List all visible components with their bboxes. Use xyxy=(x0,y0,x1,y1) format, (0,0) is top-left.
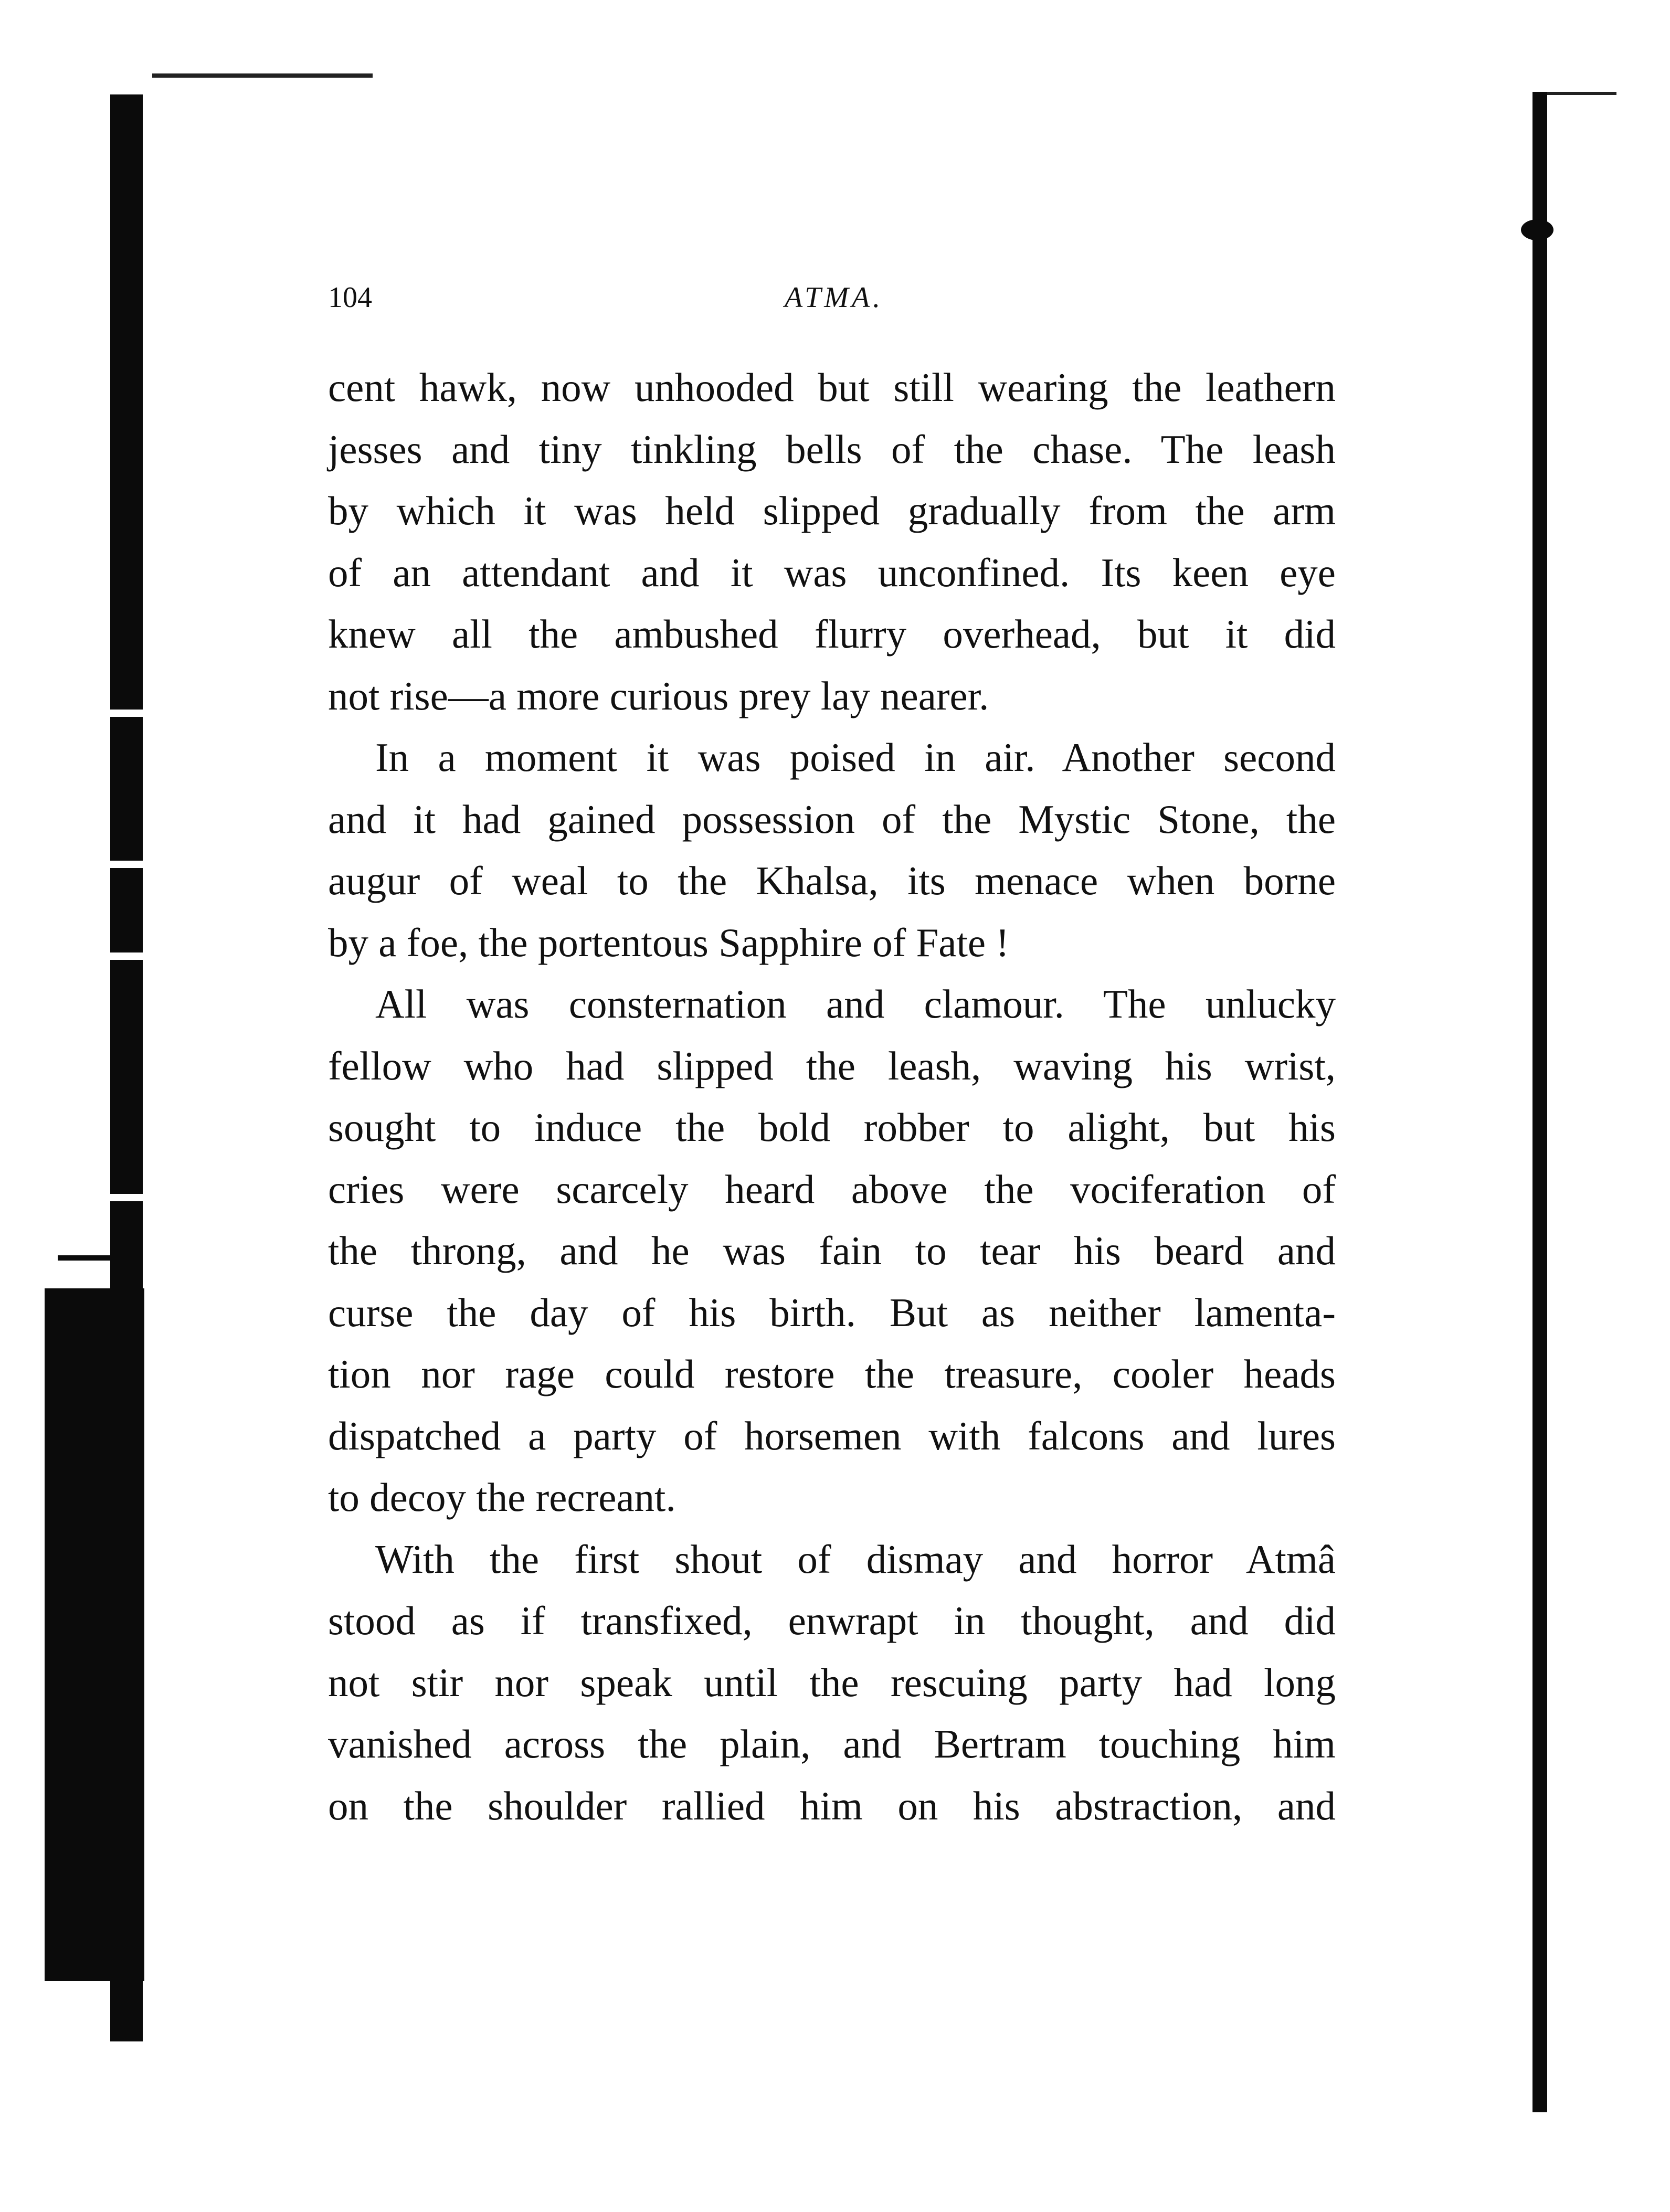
scan-gap xyxy=(105,710,147,717)
text-line: jesses and tiny tinkling bells of the chase. The leash xyxy=(328,426,1336,472)
text-line: tion nor rage could restore the treasure, cooler heads xyxy=(328,1351,1336,1396)
text-line: stood as if transfixed, enwrapt in thought, and did xyxy=(328,1598,1336,1643)
running-title: ATMA. xyxy=(785,281,884,314)
text-line: cent hawk, now unhooded but still wearing the leathern xyxy=(328,365,1336,410)
scan-gap xyxy=(105,861,147,868)
scan-binding-shadow-lower xyxy=(45,1288,144,1981)
text-line: by which it was held slipped gradually from the arm xyxy=(328,488,1336,533)
text-line: cries were scarcely heard above the vociferation of xyxy=(328,1166,1336,1212)
scan-mark xyxy=(58,1255,115,1261)
page-header xyxy=(328,276,1333,323)
scan-edge-top xyxy=(152,73,373,78)
text-line: vanished across the plain, and Bertram touching him xyxy=(328,1721,1336,1766)
text-line: dispatched a party of horsemen with falcons and lures xyxy=(328,1413,1336,1458)
text-line: by a foe, the portentous Sapphire of Fate ! xyxy=(328,919,1009,965)
text-line: In a moment it was poised in air. Another second xyxy=(375,735,1336,780)
scan-gap xyxy=(105,1194,147,1201)
text-line: the throng, and he was fain to tear his beard and xyxy=(328,1228,1336,1273)
text-line: fellow who had slipped the leash, waving his wrist, xyxy=(328,1043,1336,1088)
scan-edge-right-top xyxy=(1538,92,1616,95)
body-text xyxy=(328,357,1336,1837)
scan-edge-right xyxy=(1532,92,1547,2112)
text-line: With the first shout of dismay and horror Atmâ xyxy=(375,1536,1336,1582)
text-line: curse the day of his birth. But as neither lamenta- xyxy=(328,1289,1336,1335)
text-line: not stir nor speak until the rescuing party had long xyxy=(328,1659,1336,1705)
text-line: knew all the ambushed flurry overhead, but it did xyxy=(328,611,1336,657)
text-line: not rise—a more curious prey lay nearer. xyxy=(328,673,989,718)
page-number: 104 xyxy=(328,281,372,314)
text-line: on the shoulder rallied him on his abstraction, and xyxy=(328,1783,1336,1828)
scan-mark-right xyxy=(1521,219,1553,240)
text-line: augur of weal to the Khalsa, its menace when borne xyxy=(328,858,1336,903)
text-line: All was consternation and clamour. The unlucky xyxy=(375,981,1336,1026)
text-line: and it had gained possession of the Mystic Stone, the xyxy=(328,796,1336,842)
scan-gap xyxy=(105,952,147,960)
text-line: to decoy the recreant. xyxy=(328,1475,676,1520)
text-line: of an attendant and it was unconfined. Its keen eye xyxy=(328,549,1336,595)
text-line: sought to induce the bold robber to alight, but his xyxy=(328,1105,1336,1150)
